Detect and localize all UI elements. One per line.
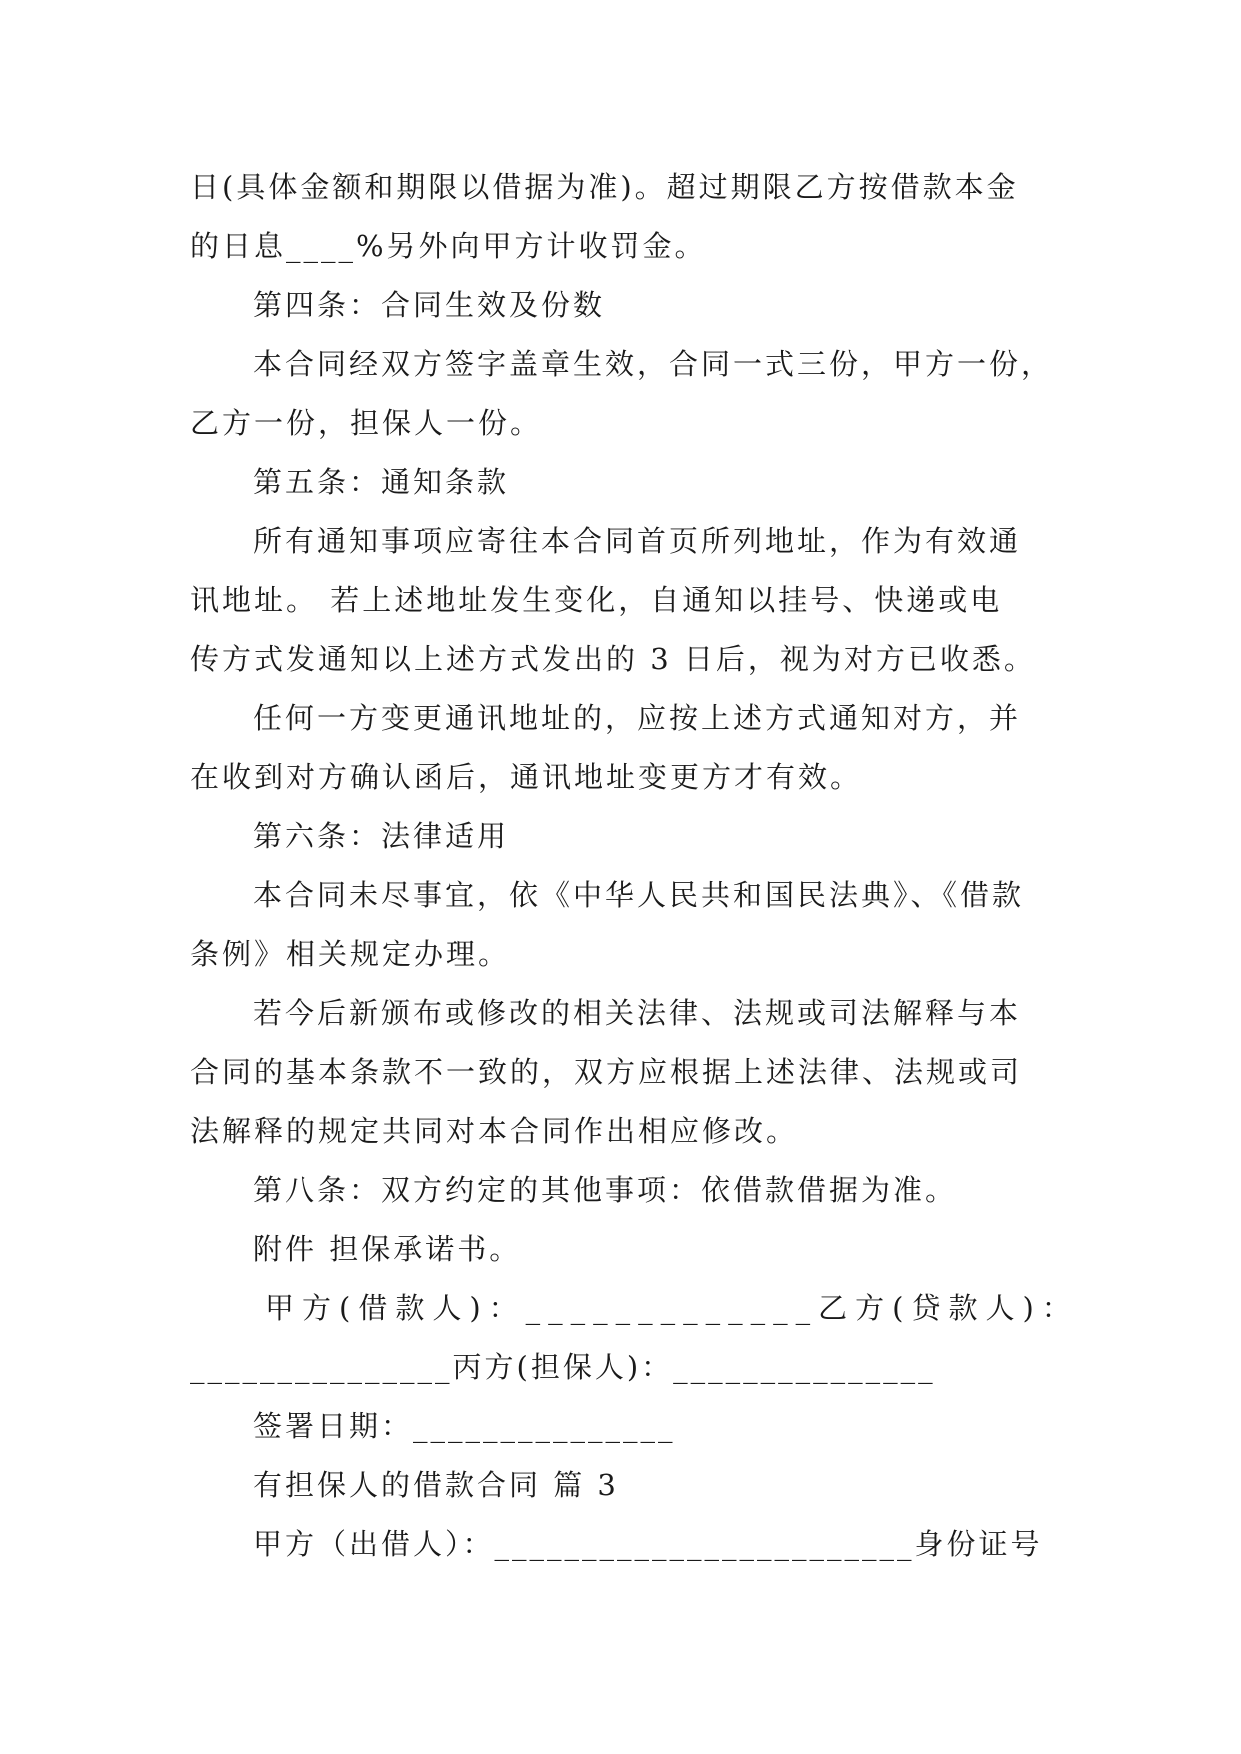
signature-line-guarantor (0, 1337, 1241, 1397)
title-text: 有担保人的借款合同 篇 3 (253, 1468, 619, 1502)
text-line (0, 1101, 1241, 1161)
attachment-line (0, 1219, 1241, 1279)
document-title (0, 1455, 1241, 1515)
signing-date-text: 签署日期：_______________ (253, 1409, 676, 1443)
signing-date-line (0, 1396, 1241, 1456)
text-line (0, 865, 1241, 925)
line-text: 传方式发通知以上述方式发出的 3 日后，视为对方已收悉。 (190, 642, 1036, 676)
line-text: 任何一方变更通讯地址的，应按上述方式通知对方，并 (253, 701, 1022, 735)
line-text: 本合同经双方签字盖章生效，合同一式三份，甲方一份， (253, 347, 1054, 381)
line-text: 乙方一份，担保人一份。 (190, 406, 543, 440)
text-line (0, 511, 1241, 571)
text-line (0, 570, 1241, 630)
signature-text: _______________丙方(担保人)：_______________ (190, 1350, 936, 1384)
line-text: 附件 担保承诺书。 (253, 1232, 522, 1266)
text-line (0, 983, 1241, 1043)
line-text: 在收到对方确认函后，通讯地址变更方才有效。 (190, 760, 863, 794)
text-line (0, 629, 1241, 689)
text-line (0, 688, 1241, 748)
line-text: 讯地址。 若上述地址发生变化，自通知以挂号、快递或电 (190, 583, 1003, 617)
section-heading (0, 452, 1241, 512)
text-line (0, 334, 1241, 394)
line-text: 日(具体金额和期限以借据为准)。超过期限乙方按借款本金 (190, 170, 1019, 204)
lender-text: 甲方（出借人）：________________________身份证号 (253, 1527, 1043, 1561)
line-text: 的日息____%另外向甲方计收罚金。 (190, 229, 707, 263)
heading-text: 第六条：法律适用 (253, 819, 510, 853)
line-text: 合同的基本条款不一致的，双方应根据上述法律、法规或司 (190, 1055, 1023, 1089)
line-text: 法解释的规定共同对本合同作出相应修改。 (190, 1114, 799, 1148)
text-line (0, 157, 1241, 217)
text-line (0, 393, 1241, 453)
heading-text: 第八条：双方约定的其他事项：依借款借据为准。 (253, 1173, 958, 1207)
section-heading (0, 806, 1241, 866)
section-heading (0, 275, 1241, 335)
text-line (0, 1042, 1241, 1102)
heading-text: 第四条：合同生效及份数 (253, 288, 606, 322)
line-text: 条例》相关规定办理。 (190, 937, 511, 971)
line-text: 若今后新颁布或修改的相关法律、法规或司法解释与本 (253, 996, 1022, 1030)
text-line (0, 924, 1241, 984)
text-line (0, 747, 1241, 807)
text-line (0, 216, 1241, 276)
signature-line-parties (0, 1278, 1241, 1338)
line-text: 所有通知事项应寄往本合同首页所列地址，作为有效通 (253, 524, 1022, 558)
lender-line (0, 1514, 1241, 1574)
line-text: 本合同未尽事宜，依《中华人民共和国民法典》、《借款 (253, 878, 1025, 912)
heading-text: 第五条：通知条款 (253, 465, 510, 499)
section-heading (0, 1160, 1241, 1220)
signature-text: 甲方(借款人)：_____________乙方(贷款人)： (265, 1291, 1079, 1325)
